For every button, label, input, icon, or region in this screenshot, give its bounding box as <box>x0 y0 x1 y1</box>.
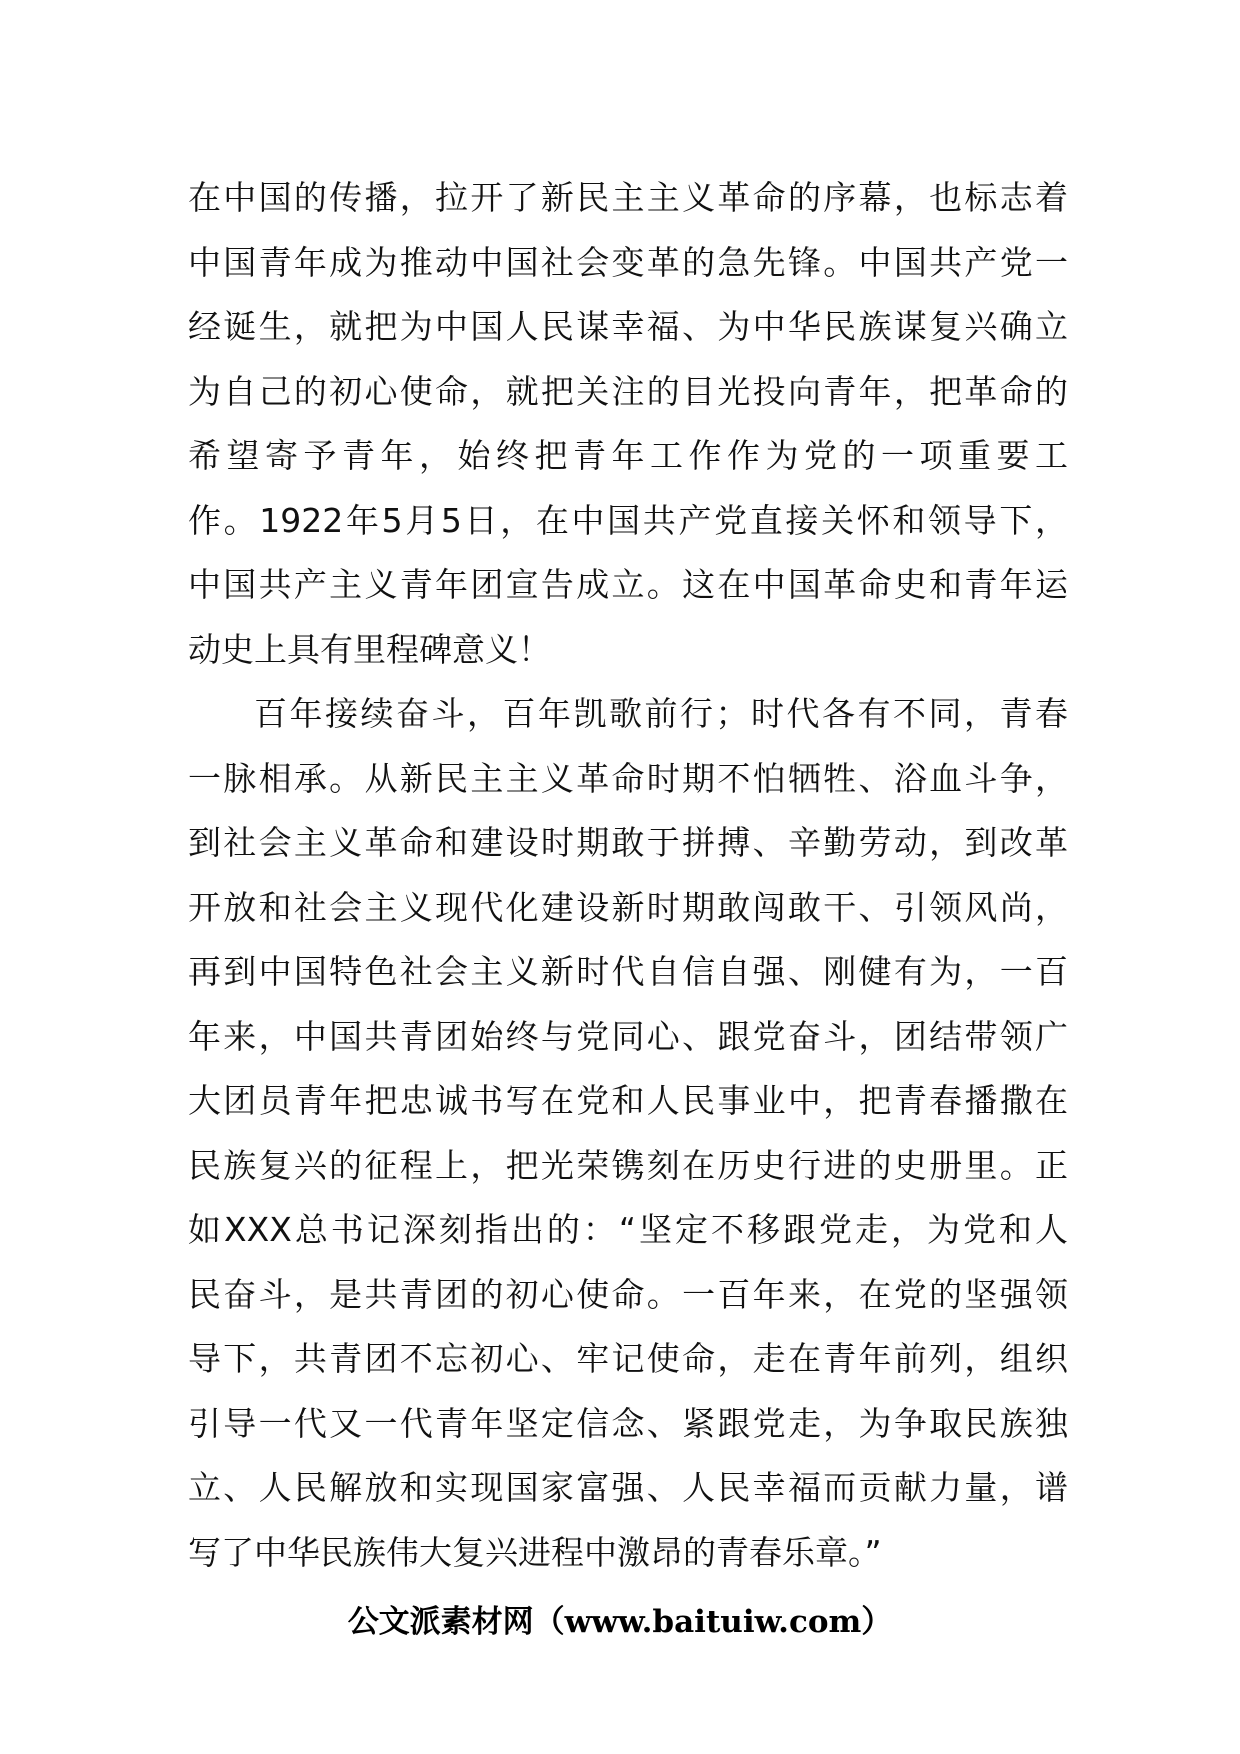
text-line: 百年接续奋斗，百年凯歌前行；时代各有不同，青春 <box>254 694 1068 733</box>
text-line: 导下，共青团不忘初心、牢记使命，走在青年前列，组织 <box>188 1339 1068 1378</box>
text-line: 在中国的传播，拉开了新民主主义革命的序幕，也标志着 <box>188 178 1068 217</box>
text-line: 写了中华民族伟大复兴进程中激昂的青春乐章。” <box>188 1532 882 1572</box>
text-line: 立、人民解放和实现国家富强、人民幸福而贡献力量，谱 <box>188 1468 1068 1507</box>
text-line: 民族复兴的征程上，把光荣镌刻在历史行进的史册里。正 <box>188 1145 1068 1185</box>
text-line: 为自己的初心使命，就把关注的目光投向青年，把革命的 <box>188 371 1068 411</box>
text-line: 年来，中国共青团始终与党同心、跟党奋斗，团结带领广 <box>188 1016 1068 1056</box>
text-line: 经诞生，就把为中国人民谋幸福、为中华民族谋复兴确立 <box>188 307 1068 346</box>
text-line: 动史上具有里程碑意义！ <box>188 629 551 669</box>
text-line: 一脉相承。从新民主主义革命时期不怕牺牲、浴血斗争， <box>188 758 1068 798</box>
text-line: 如XXX总书记深刻指出的：“坚定不移跟党走，为党和人 <box>188 1210 1068 1249</box>
text-line: 开放和社会主义现代化建设新时期敢闯敢干、引领风尚， <box>188 887 1068 927</box>
text-line: 中国共产主义青年团宣告成立。这在中国革命史和青年运 <box>188 565 1068 604</box>
text-line: 民奋斗，是共青团的初心使命。一百年来，在党的坚强领 <box>188 1274 1068 1314</box>
text-line: 中国青年成为推动中国社会变革的急先锋。中国共产党一 <box>188 242 1068 282</box>
footer-watermark: 公文派素材网（www.baituiw.com） <box>347 1604 893 1640</box>
text-line: 作。1922年5月5日，在中国共产党直接关怀和领导下， <box>188 500 1068 540</box>
text-line: 再到中国特色社会主义新时代自信自强、刚健有为，一百 <box>188 952 1068 991</box>
document-body <box>188 166 1068 1585</box>
text-line: 大团员青年把忠诚书写在党和人民事业中，把青春播撒在 <box>188 1081 1068 1120</box>
text-line: 希望寄予青年，始终把青年工作作为党的一项重要工 <box>188 436 1068 475</box>
text-line: 引导一代又一代青年坚定信念、紧跟党走，为争取民族独 <box>188 1403 1068 1443</box>
text-line: 到社会主义革命和建设时期敢于拼搏、辛勤劳动，到改革 <box>188 823 1068 862</box>
